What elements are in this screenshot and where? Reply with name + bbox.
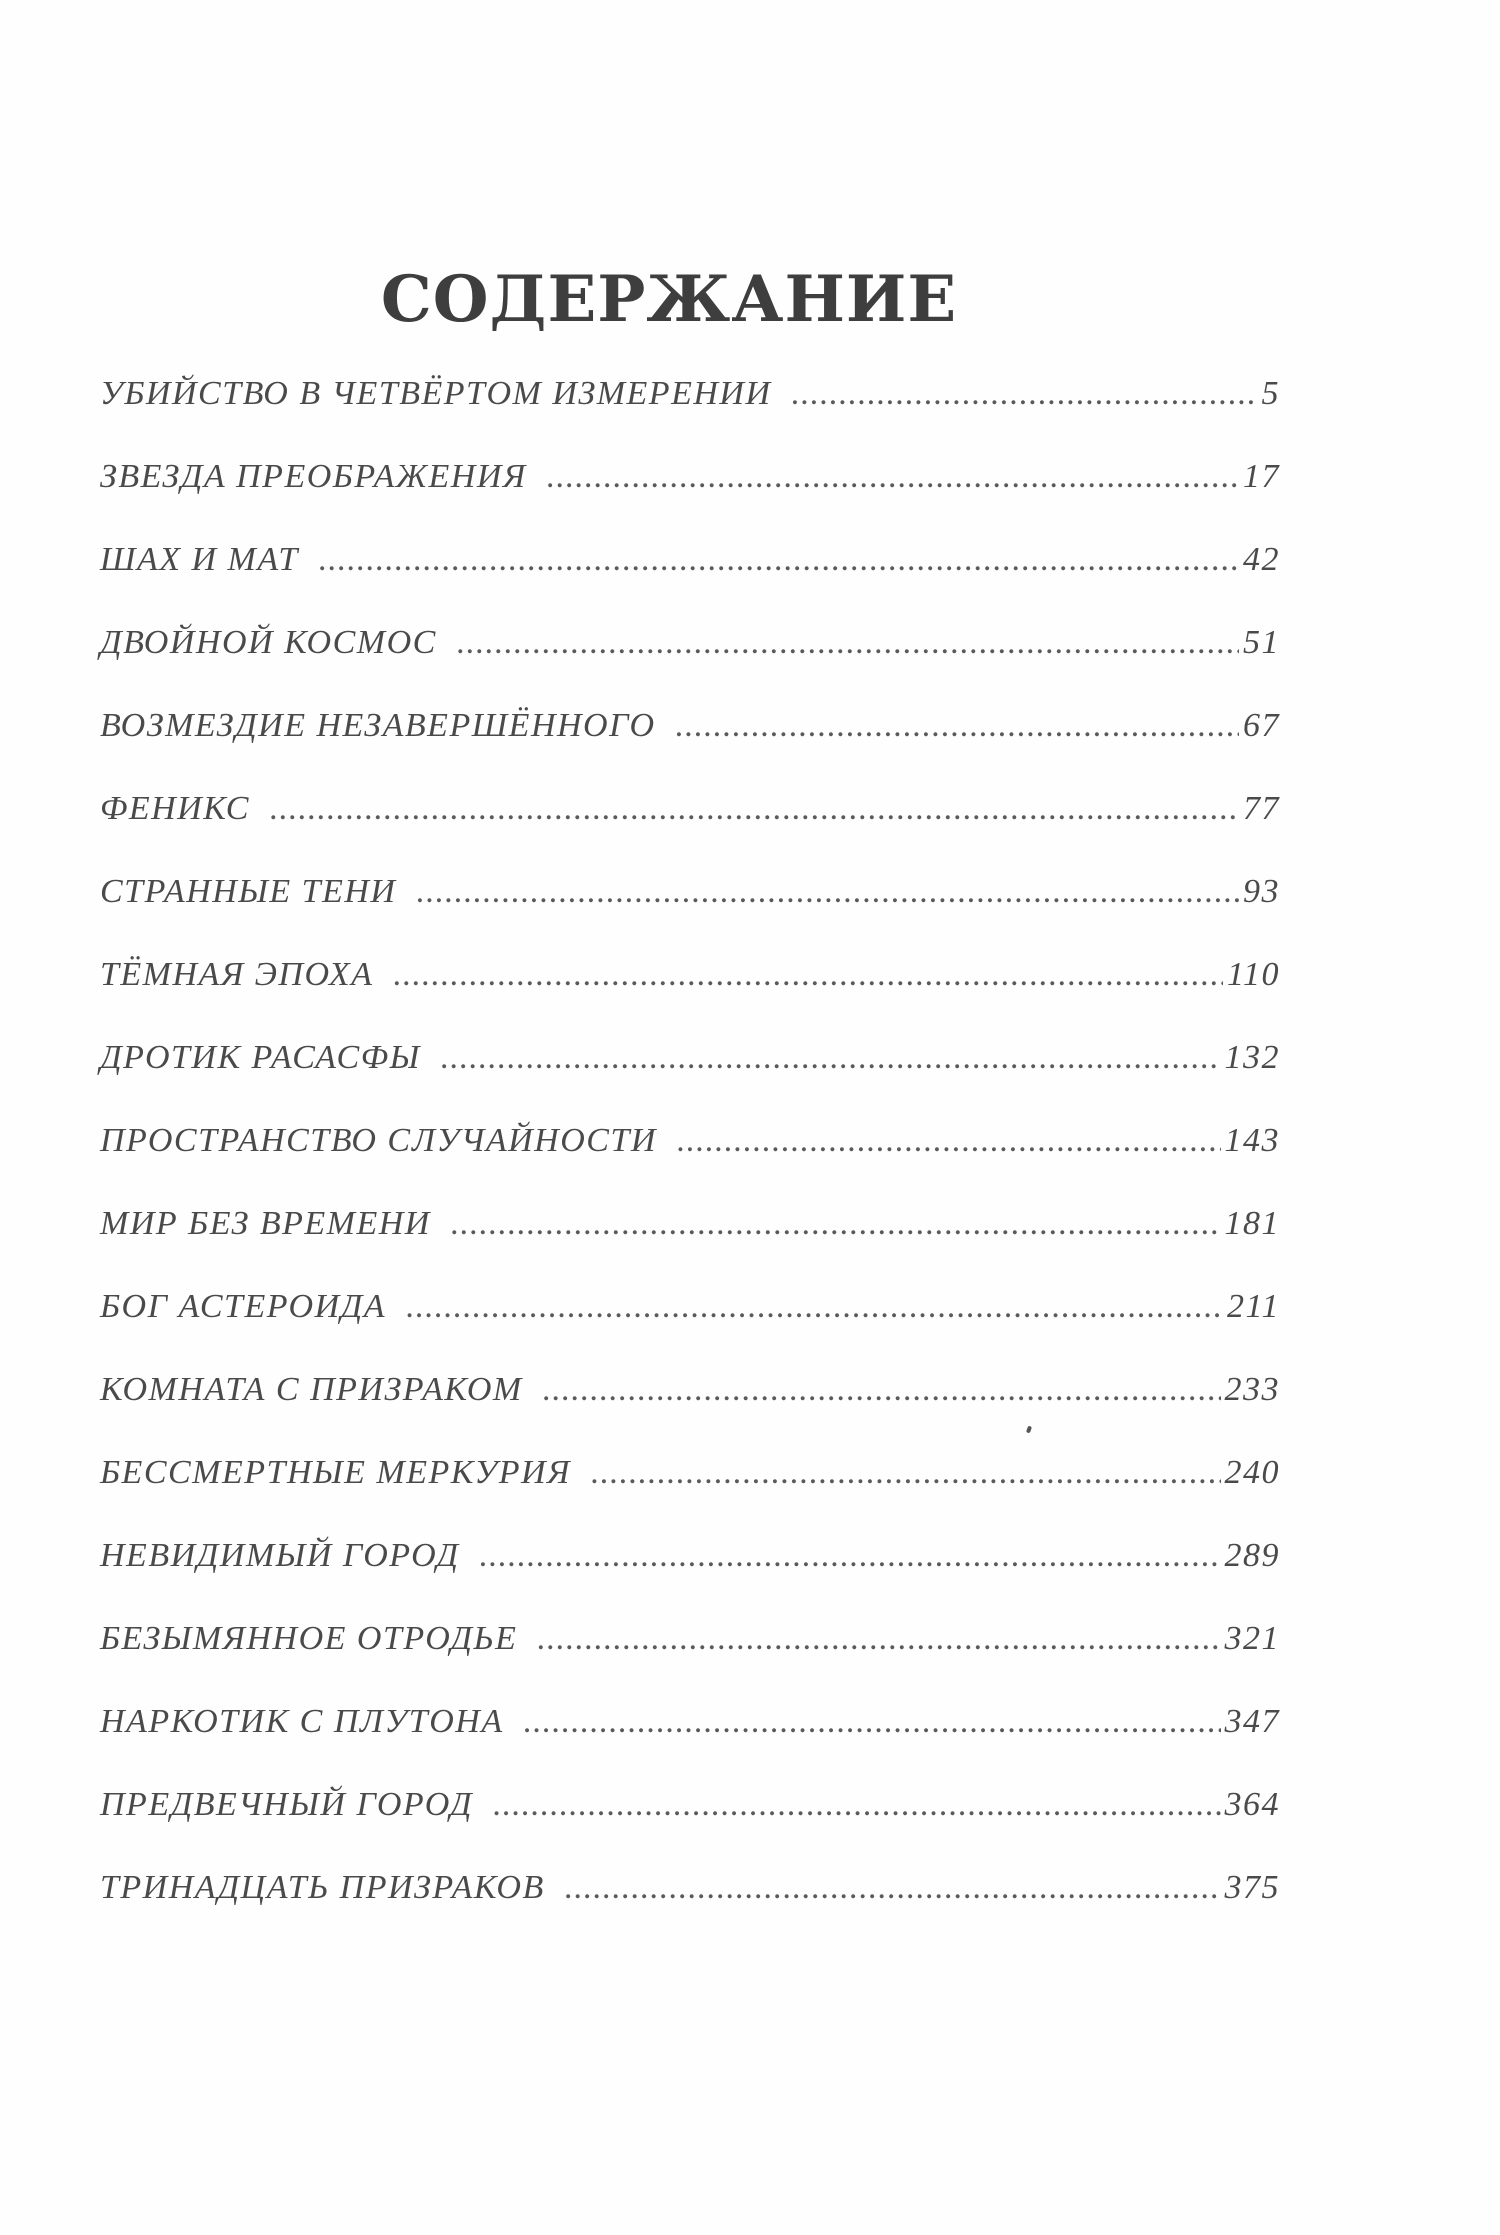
toc-entry-title: БЕЗЫМЯННОЕ ОТРОДЬЕ <box>100 1620 518 1657</box>
toc-entry <box>100 1371 1280 1454</box>
toc-entry <box>100 1454 1280 1537</box>
toc-entry-page-number: 240 <box>1224 1454 1280 1491</box>
toc-dot-leader <box>591 1454 1221 1492</box>
toc-entry-title: БОГ АСТЕРОИДА <box>100 1288 387 1325</box>
toc-entry-page-number: 93 <box>1243 873 1280 910</box>
toc-entry <box>100 624 1280 707</box>
toc-entry-title: ДВОЙНОЙ КОСМОС <box>100 624 437 661</box>
toc-dot-leader <box>792 375 1258 413</box>
toc-entry <box>100 1620 1280 1703</box>
toc-entry <box>100 790 1280 873</box>
toc-dot-leader <box>416 873 1239 911</box>
toc-entry-page-number: 5 <box>1261 375 1280 412</box>
toc-entry <box>100 375 1280 458</box>
toc-entry-title: КОМНАТА С ПРИЗРАКОМ <box>100 1371 523 1408</box>
toc-entry <box>100 1703 1280 1786</box>
toc-entry-title: МИР БЕЗ ВРЕМЕНИ <box>100 1205 431 1242</box>
toc-entry-title: СТРАННЫЕ ТЕНИ <box>100 873 397 910</box>
toc-entry-page-number: 289 <box>1224 1537 1280 1574</box>
toc-entry-title: УБИЙСТВО В ЧЕТВЁРТОМ ИЗМЕРЕНИИ <box>100 375 772 412</box>
toc-dot-leader <box>479 1537 1220 1575</box>
toc-dot-leader <box>537 1620 1220 1658</box>
toc-dot-leader <box>547 458 1239 496</box>
toc-entry <box>100 707 1280 790</box>
toc-entry-title: ЗВЕЗДА ПРЕОБРАЖЕНИЯ <box>100 458 527 495</box>
toc-dot-leader <box>543 1371 1221 1409</box>
toc-entry-page-number: 375 <box>1224 1869 1280 1906</box>
toc-entry <box>100 1869 1280 1952</box>
toc-dot-leader <box>406 1288 1223 1326</box>
toc-entry <box>100 1205 1280 1288</box>
toc-entry <box>100 458 1280 541</box>
toc-entry <box>100 956 1280 1039</box>
toc-dot-leader <box>451 1205 1221 1243</box>
toc-dot-leader <box>393 956 1223 994</box>
toc-entry-title: ПРЕДВЕЧНЫЙ ГОРОД <box>100 1786 474 1823</box>
toc-entry-page-number: 233 <box>1224 1371 1280 1408</box>
toc-entry-page-number: 77 <box>1243 790 1280 827</box>
toc-entry-title: ТРИНАДЦАТЬ ПРИЗРАКОВ <box>100 1869 545 1906</box>
toc-entry-page-number: 143 <box>1224 1122 1280 1159</box>
toc-dot-leader <box>524 1703 1221 1741</box>
toc-dot-leader <box>441 1039 1221 1077</box>
toc-entry-title: БЕССМЕРТНЫЕ МЕРКУРИЯ <box>100 1454 571 1491</box>
toc-entry-page-number: 321 <box>1224 1620 1280 1657</box>
toc-entry <box>100 873 1280 956</box>
table-of-contents <box>100 375 1280 1952</box>
toc-entry-title: ТЁМНАЯ ЭПОХА <box>100 956 374 993</box>
toc-entry-page-number: 42 <box>1243 541 1280 578</box>
toc-entry-page-number: 364 <box>1224 1786 1280 1823</box>
toc-dot-leader <box>493 1786 1220 1824</box>
toc-entry-page-number: 347 <box>1224 1703 1280 1740</box>
toc-entry <box>100 1786 1280 1869</box>
toc-entry-page-number: 67 <box>1243 707 1280 744</box>
toc-entry <box>100 1537 1280 1620</box>
toc-entry-title: НАРКОТИК С ПЛУТОНА <box>100 1703 504 1740</box>
toc-dot-leader <box>270 790 1239 828</box>
toc-entry <box>100 1039 1280 1122</box>
toc-entry-title: НЕВИДИМЫЙ ГОРОД <box>100 1537 460 1574</box>
toc-dot-leader <box>677 1122 1221 1160</box>
toc-entry-page-number: 211 <box>1227 1288 1280 1325</box>
toc-entry-page-number: 132 <box>1224 1039 1280 1076</box>
toc-entry-title: ВОЗМЕЗДИЕ НЕЗАВЕРШЁННОГО <box>100 707 656 744</box>
toc-entry-page-number: 17 <box>1243 458 1280 495</box>
toc-entry-page-number: 51 <box>1243 624 1280 661</box>
toc-dot-leader <box>319 541 1239 579</box>
toc-entry-title: ПРОСТРАНСТВО СЛУЧАЙНОСТИ <box>100 1122 657 1159</box>
toc-dot-leader <box>457 624 1239 662</box>
toc-entry <box>100 1122 1280 1205</box>
toc-entry-page-number: 110 <box>1227 956 1280 993</box>
toc-dot-leader <box>565 1869 1221 1907</box>
toc-entry <box>100 1288 1280 1371</box>
toc-entry-title: ДРОТИК РАСАСФЫ <box>100 1039 421 1076</box>
toc-entry-page-number: 181 <box>1224 1205 1280 1242</box>
toc-entry <box>100 541 1280 624</box>
page-title: СОДЕРЖАНИЕ <box>380 262 958 337</box>
toc-dot-leader <box>676 707 1239 745</box>
toc-entry-title: ШАХ И МАТ <box>100 541 299 578</box>
toc-entry-title: ФЕНИКС <box>100 790 250 827</box>
